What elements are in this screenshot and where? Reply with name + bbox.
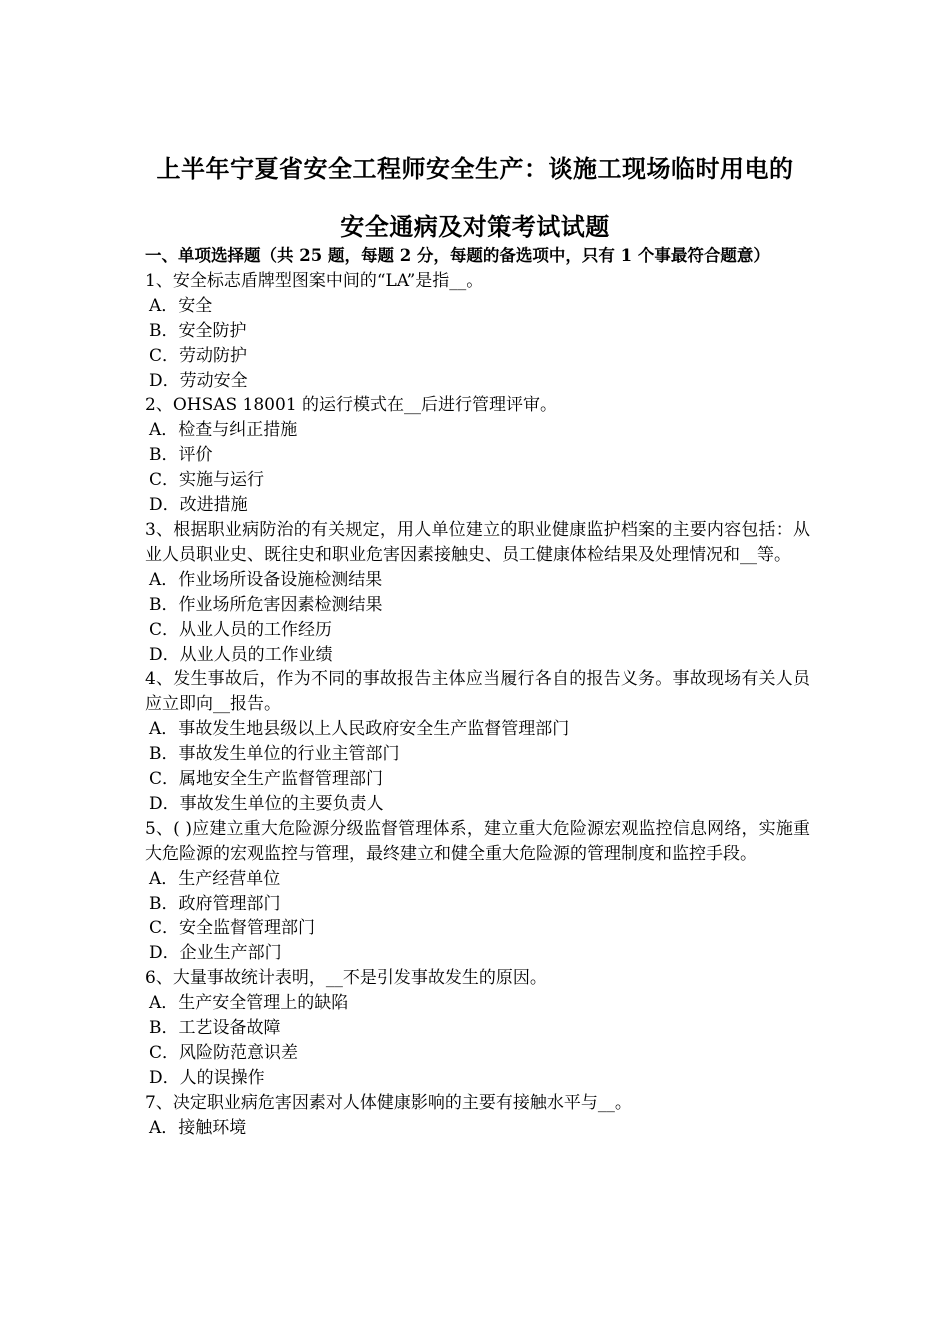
option-a: A．安全 [149,295,213,316]
question-7 [145,1091,810,1141]
question-stem: 7、决定职业病危害因素对人体健康影响的主要有接触水平与__。 [145,1092,632,1113]
option-a: A．事故发生地县级以上人民政府安全生产监督管理部门 [149,719,570,740]
question-stem: 2、OHSAS 18001 的运行模式在__后进行管理评审。 [145,395,558,416]
option-b: B．工艺设备故障 [149,1018,281,1039]
option-c: C．风险防范意识差 [149,1043,299,1063]
option-c: C．劳动防护 [149,345,248,366]
option-b: B．评价 [149,445,213,466]
option-d: D．事故发生单位的主要负责人 [149,793,384,814]
option-b: B．安全防护 [149,320,247,341]
option-b: B．事故发生单位的行业主管部门 [149,744,400,765]
option-d: D．劳动安全 [149,370,248,391]
question-2 [145,393,810,518]
title-line-2: 安全通病及对策考试试题 [340,212,610,241]
question-1 [145,269,810,394]
question-4 [145,667,810,816]
option-a: A．生产安全管理上的缺陷 [149,993,349,1014]
document-body [145,244,810,1141]
option-c: C．属地安全生产监督管理部门 [149,769,384,790]
title-line-1: 上半年宁夏省安全工程师安全生产：谈施工现场临时用电的 [156,154,794,183]
option-b: B．作业场所危害因素检测结果 [149,594,383,615]
option-a: A．生产经营单位 [149,868,281,889]
section-header: 一、单项选择题（共 25 题，每题 2 分，每题的备选项中，只有 1 个事最符合题意） [145,246,770,265]
option-a: A．检查与纠正措施 [149,420,298,441]
question-stem: 1、安全标志盾牌型图案中间的“LA”是指__。 [145,270,484,291]
option-a: A．作业场所设备设施检测结果 [149,569,383,590]
option-c: C．从业人员的工作经历 [149,619,333,640]
question-stem: 3、根据职业病防治的有关规定，用人单位建立的职业健康监护档案的主要内容包括：从业人员职业史、既往史和职业危害因素接触史、员工健康体检结果及处理情况和__等。 [145,519,810,565]
question-stem: 4、发生事故后，作为不同的事故报告主体应当履行各自的报告义务。事故现场有关人员应立即向__报告。 [145,669,810,715]
question-stem: 6、大量事故统计表明，__不是引发事故发生的原因。 [145,968,547,989]
question-6 [145,966,810,1091]
question-stem: 5、( )应建立重大危险源分级监督管理体系，建立重大危险源宏观监控信息网络，实施重大危险源的宏观监控与管理，最终建立和健全重大危险源的管理制度和监控手段。 [145,818,810,864]
option-b: B．政府管理部门 [149,893,281,914]
option-c: C．安全监督管理部门 [149,918,316,939]
question-5 [145,817,810,966]
option-d: D．改进措施 [149,495,248,516]
option-d: D．企业生产部门 [149,943,282,964]
option-a: A．接触环境 [149,1117,247,1138]
document-title [100,140,850,256]
option-c: C．实施与运行 [149,470,265,491]
option-d: D．人的误操作 [149,1067,265,1088]
question-3 [145,518,810,667]
option-d: D．从业人员的工作业绩 [149,644,333,665]
